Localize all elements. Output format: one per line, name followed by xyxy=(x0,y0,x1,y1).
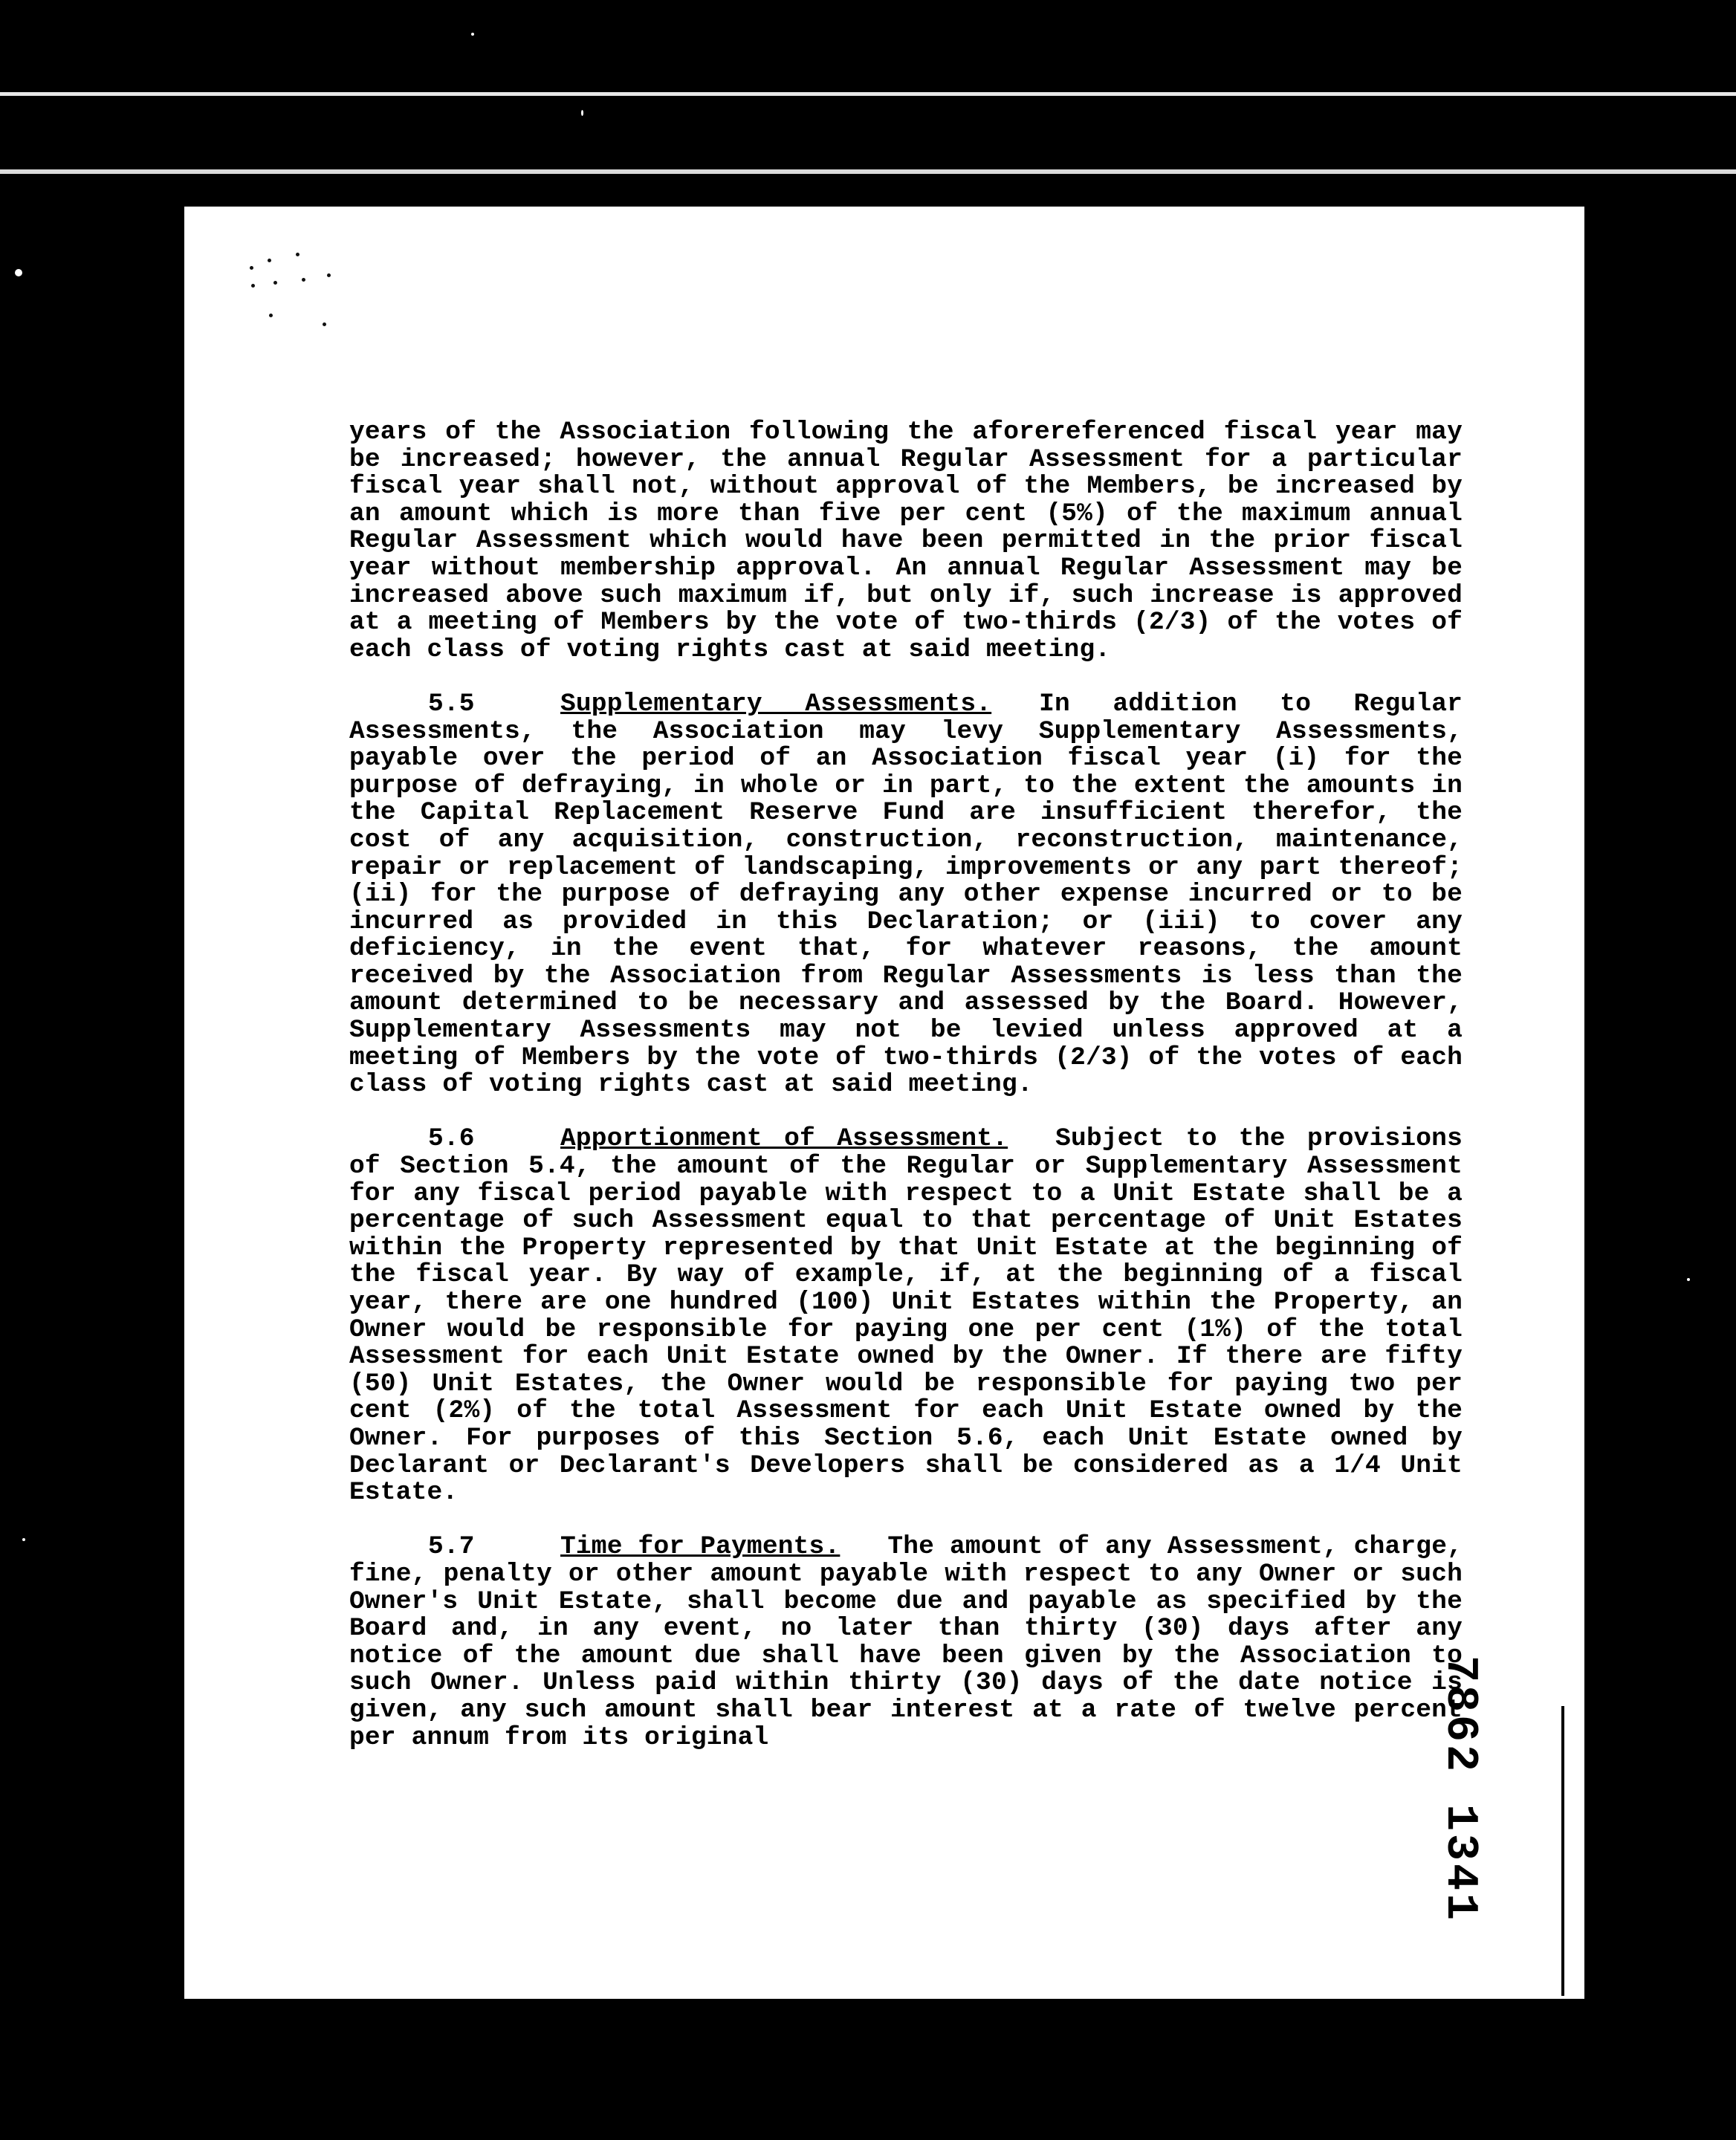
scan-line-second xyxy=(0,169,1736,174)
section-5-5 xyxy=(349,691,1463,1099)
section-5-6 xyxy=(349,1126,1463,1506)
document-page xyxy=(184,207,1584,2113)
document-body xyxy=(349,419,1463,1779)
section-body: Subject to the provisions of Section 5.4, the amount of the Regular or Supplementary Assessment for any fiscal period payable with respect to a Unit Estate shall be a percentage of such Assessment equal to that percentage of Unit Estates within the Property represented by that Unit Estate at the beginning of the fiscal year. By way of example, if, at the beginning of a fiscal year, there are one hundred (100) Unit Estates within the Property, an Owner would be responsible for paying one per cent (1%) of the total Assessment for each Unit Estate owned by the Owner. If there are fifty (50) Unit Estates, the Owner would be responsible for paying two per cent (2%) of the total Assessment for each Unit Estate owned by the Owner. For purposes of this Section 5.6, each Unit Estate owned by Declarant or Declarant's Developers shall be considered as a 1/4 Unit Estate. xyxy=(349,1124,1463,1508)
section-title: Time for Payments. xyxy=(560,1532,841,1562)
section-title: Apportionment of Assessment. xyxy=(560,1124,1008,1154)
punch-dots xyxy=(244,251,355,340)
scan-speck xyxy=(1687,1278,1690,1281)
scan-line-top xyxy=(0,92,1736,96)
recording-stamp: 7862 1341 xyxy=(1434,1656,1485,1924)
paragraph-continuation: years of the Association following the aforereferenced fiscal year may be increased; however, the annual Regular Assessment for a particular fiscal year shall not, without approval of the Members, be increased by an amount which is more than five per cent (5%) of the maximum annual Regular Assessment which would have been permitted in the prior fiscal year without membership approval. An annual Regular Assessment may be increased above such maximum if, but only if, such increase is approved at a meeting of Members by the vote of two-thirds (2/3) of the votes of each class of voting rights cast at said meeting. xyxy=(349,418,1463,664)
section-number: 5.6 xyxy=(428,1124,475,1154)
margin-rule xyxy=(1561,1706,1564,1996)
section-number: 5.5 xyxy=(428,689,475,719)
page-number: 17 xyxy=(844,2082,875,2110)
scan-speck xyxy=(581,110,583,116)
section-number: 5.7 xyxy=(428,1532,475,1562)
scan-speck xyxy=(15,269,22,276)
document-id: 027-03-022886 xyxy=(1202,2085,1405,2113)
section-body: In addition to Regular Assessments, the Association may levy Supplementary Assessments, payable over the period of an Association fiscal year (i) for the purpose of defraying, in whole or in part, to the extent the amounts in the Capital Replacement Reserve Fund are insufficient therefor, the cost of any acquisition, construction, reconstruction, maintenance, repair or replacement of landscaping, improvements or any part thereof; (ii) for the purpose of defraying any other expense incurred or to be incurred as provided in this Declaration; or (iii) to cover any deficiency, in the event that, for whatever reasons, the amount received by the Association from Regular Assessments is less than the amount determined to be necessary and assessed by the Board. However, Supplementary Assessments may not be levied unless approved at a meeting of Members by the vote of two-thirds (2/3) of the votes of each class of voting rights cast at said meeting. xyxy=(349,689,1463,1100)
section-5-7 xyxy=(349,1534,1463,1751)
scan-speck xyxy=(471,33,474,36)
section-body: The amount of any Assessment, charge, fine, penalty or other amount payable with respect to any Owner or such Owner's Unit Estate, shall become due and payable as specified by the Board and, in any event, no later than thirty (30) days after any notice of the amount due shall have been given by the Association to such Owner. Unless paid within thirty (30) days of the date notice is given, any such amount shall bear interest at a rate of twelve percent per annum from its original xyxy=(349,1532,1463,1752)
scan-speck xyxy=(22,1538,25,1541)
section-title: Supplementary Assessments. xyxy=(560,689,992,719)
